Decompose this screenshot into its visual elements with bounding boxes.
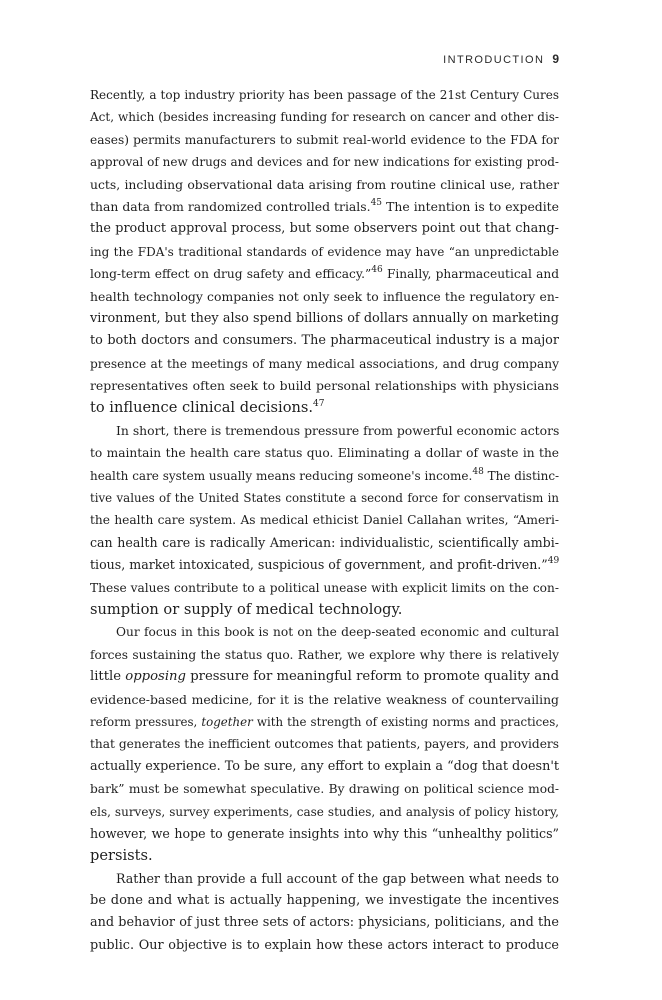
text-line — [90, 644, 559, 666]
text-line — [90, 84, 559, 106]
footnote-ref: 48 — [472, 466, 484, 477]
text-line — [90, 129, 559, 151]
line-text: than data from randomized controlled trials. — [90, 198, 371, 214]
text-line — [90, 241, 559, 263]
line-text: actually experience. To be sure, any effort to explain a “dog that doesn't — [90, 758, 559, 774]
line-text: long-term effect on drug safety and efficacy.” — [90, 267, 372, 282]
line-text: els, surveys, survey experiments, case studies, and analysis of policy history, — [90, 804, 559, 819]
footnote-ref: 46 — [371, 265, 383, 276]
text-line — [90, 196, 559, 218]
text-line — [90, 465, 559, 487]
line-text: health care system usually means reducing someone's income. — [90, 468, 473, 483]
line-text: tive values of the United States constitute a second force for conservatism in — [90, 491, 559, 506]
text-line — [90, 801, 559, 823]
line-text: bark” must be somewhat speculative. By drawing on political science mod- — [90, 782, 559, 797]
line-text: These values contribute to a political unease with explicit limits on the con- — [90, 580, 559, 595]
text-line — [90, 174, 559, 196]
line-text: the health care system. As medical ethicist Daniel Callahan writes, “Ameri- — [90, 513, 559, 528]
line-text-after: Finally, pharmaceutical and — [382, 267, 559, 282]
text-line — [90, 756, 559, 778]
page-number: 9 — [552, 52, 559, 66]
text-line — [90, 487, 559, 509]
text-line — [90, 375, 559, 397]
text-line — [90, 890, 559, 912]
line-text-after: The distinc- — [483, 468, 560, 483]
text-line — [90, 666, 559, 688]
text-line — [90, 577, 559, 599]
text-line — [90, 509, 559, 531]
line-text: Our focus in this book is not on the deep-seated economic and cultural — [116, 625, 559, 640]
line-text: Recently, a top industry priority has been passage of the 21st Century Cures — [90, 88, 559, 102]
line-text: evidence-based medicine, for it is the relative weakness of countervailing — [90, 691, 559, 707]
emphasis-text: opposing — [125, 669, 186, 685]
running-head-section: INTRODUCTION — [443, 54, 545, 66]
text-line — [90, 532, 559, 554]
text-line — [90, 442, 559, 464]
line-text: however, we hope to generate insights into why this “unhealthy politics” — [90, 825, 559, 841]
footnote-ref: 49 — [547, 556, 560, 567]
line-text: Act, which (besides increasing funding for research on cancer and other dis- — [90, 110, 559, 125]
line-text: reform pressures, — [90, 714, 202, 729]
line-text-after: The intention is to expedite — [382, 198, 559, 214]
text-line — [90, 554, 559, 576]
line-text: Rather than provide a full account of the gap between what needs to — [116, 870, 559, 886]
text-line — [90, 711, 559, 733]
running-head — [443, 52, 559, 66]
text-line — [90, 397, 559, 419]
line-text: to influence clinical decisions. — [90, 399, 314, 417]
text-line — [90, 935, 559, 957]
text-line — [90, 621, 559, 643]
line-text: ucts, including observational data arising from routine clinical use, rather — [90, 176, 559, 192]
text-line — [90, 823, 559, 845]
text-line — [90, 845, 559, 867]
text-line — [90, 599, 559, 621]
text-line — [90, 218, 559, 240]
line-text: persists. — [90, 847, 153, 865]
line-text: forces sustaining the status quo. Rather, we explore why there is relatively — [90, 647, 559, 662]
line-text: vironment, but they also spend billions of dollars annually on marketing — [90, 310, 559, 326]
text-line — [90, 263, 559, 285]
line-text: sumption or supply of medical technology. — [90, 600, 403, 618]
line-text: presence at the meetings of many medical associations, and drug company — [90, 356, 559, 371]
line-text: to maintain the health care status quo. Eliminating a dollar of waste in the — [90, 446, 559, 461]
body-text — [90, 84, 559, 957]
line-text: can health care is radically American: individualistic, scientifically ambi- — [90, 534, 559, 550]
line-text: to both doctors and consumers. The pharmaceutical industry is a major — [90, 333, 559, 349]
line-text: little — [90, 669, 126, 685]
text-line — [90, 912, 559, 934]
footnote-ref: 47 — [313, 399, 325, 410]
line-text: the product approval process, but some observers point out that chang- — [90, 221, 559, 237]
text-line — [90, 151, 559, 173]
text-line — [90, 353, 559, 375]
text-line — [90, 689, 559, 711]
text-line — [90, 868, 559, 890]
footnote-ref: 45 — [370, 197, 383, 208]
line-text-after: with the strength of existing norms and practices, — [252, 714, 559, 729]
text-line — [90, 778, 559, 800]
line-text: representatives often seek to build personal relationships with physicians — [90, 378, 559, 394]
line-text: ing the FDA's traditional standards of evidence may have “an unpredictable — [90, 244, 559, 259]
line-text: public. Our objective is to explain how these actors interact to produce — [90, 937, 559, 953]
line-text-after: pressure for meaningful reform to promote quality and — [185, 669, 560, 685]
text-line — [90, 330, 559, 352]
line-text: In short, there is tremendous pressure from powerful economic actors — [116, 422, 560, 438]
emphasis-text: together — [201, 714, 253, 729]
text-line — [90, 106, 559, 128]
text-line — [90, 286, 559, 308]
line-text: and behavior of just three sets of actors: physicians, politicians, and the — [90, 915, 559, 931]
line-text: that generates the inefficient outcomes that patients, payers, and providers — [90, 737, 559, 752]
line-text: be done and what is actually happening, we investigate the incentives — [90, 893, 559, 909]
text-line — [90, 308, 559, 330]
line-text: health technology companies not only seek to influence the regulatory en- — [90, 288, 559, 304]
line-text: eases) permits manufacturers to submit real-world evidence to the FDA for — [90, 132, 559, 147]
text-line — [90, 733, 559, 755]
line-text: approval of new drugs and devices and for new indications for existing prod- — [90, 155, 559, 170]
line-text: tious, market intoxicated, suspicious of government, and profit-driven.” — [90, 557, 548, 573]
text-line — [90, 420, 559, 442]
